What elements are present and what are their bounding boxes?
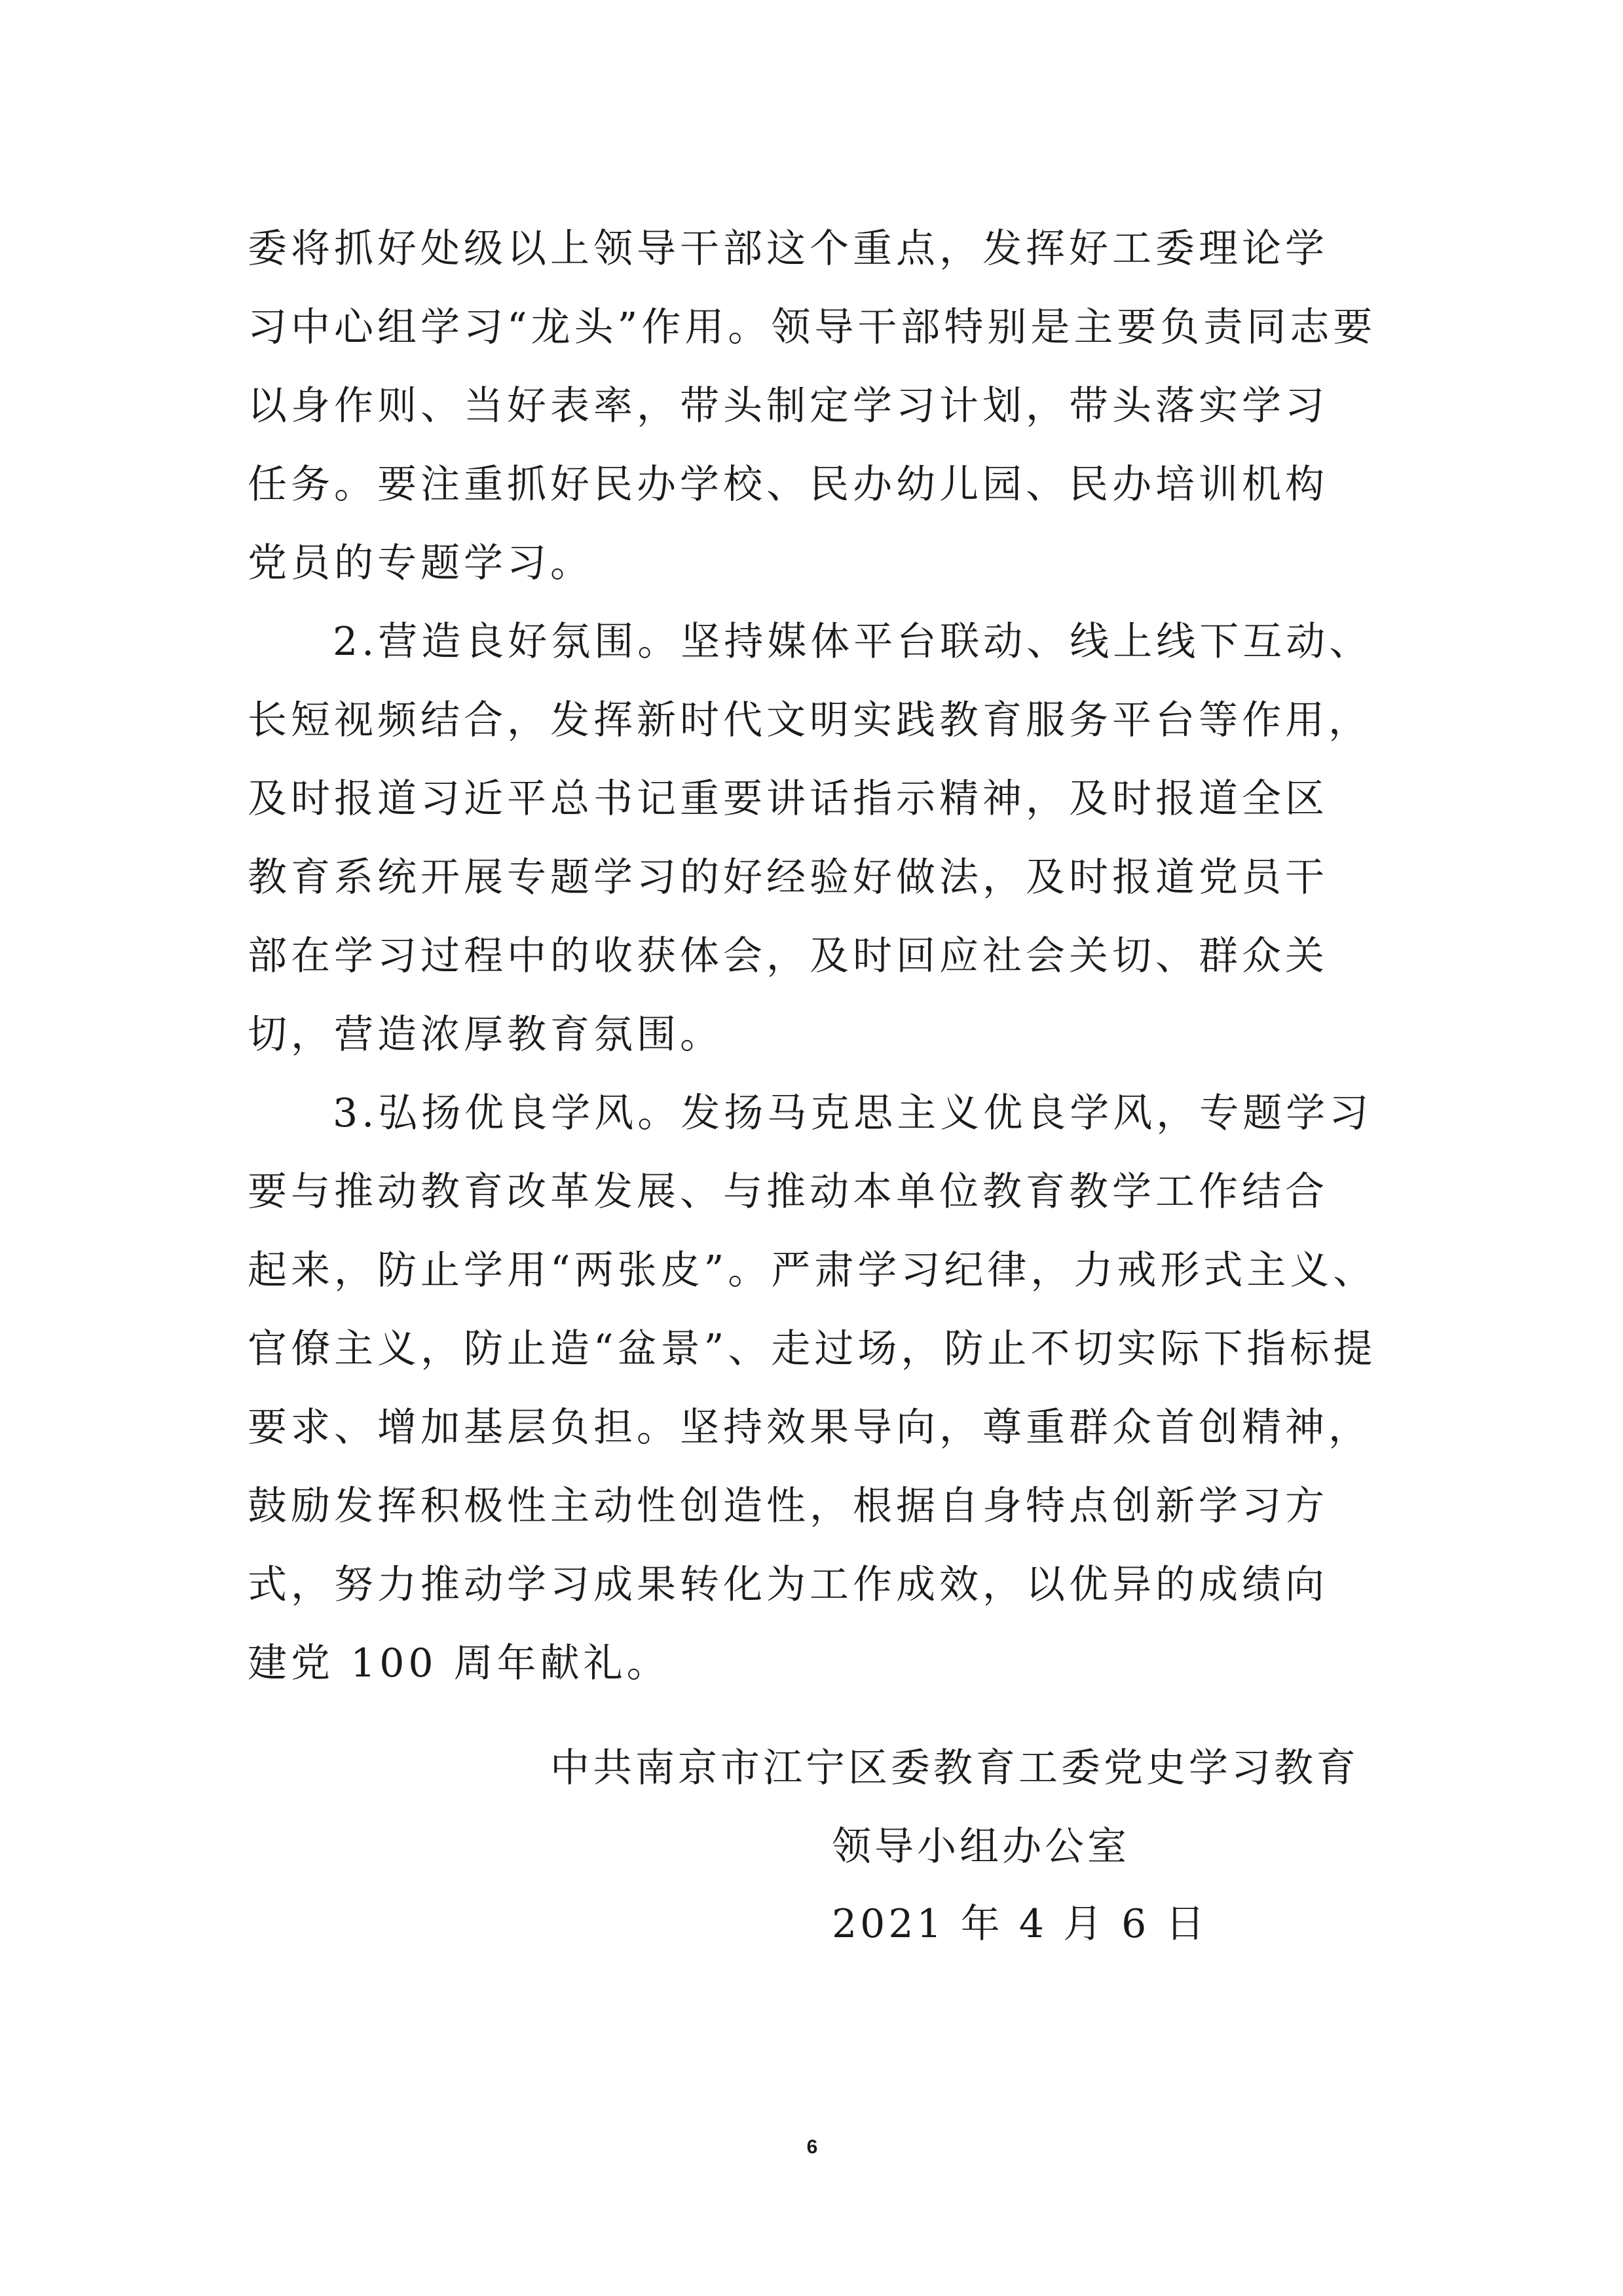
section3-first-line-text: 。发扬马克思主义优良学风，专题学习 <box>637 1090 1373 1136</box>
text-line: 式，努力推动学习成果转化为工作成效，以优异的成绩向 <box>248 1562 1328 1608</box>
text-line: 建党 100 周年献礼。 <box>248 1640 670 1686</box>
signature-office: 领导小组办公室 <box>832 1824 1130 1870</box>
text-line: 鼓励发挥积极性主动性创造性，根据自身特点创新学习方 <box>248 1483 1328 1529</box>
text-line: 及时报道习近平总书记重要讲话指示精神，及时报道全区 <box>248 776 1328 822</box>
text-line: 任务。要注重抓好民办学校、民办幼儿园、民办培训机构 <box>248 462 1328 508</box>
page-number: 6 <box>806 2136 818 2158</box>
section3-heading: 3.弘扬优良学风 <box>333 1090 638 1136</box>
text-line: 切，营造浓厚教育氛围。 <box>248 1012 723 1058</box>
text-line: 党员的专题学习。 <box>248 540 593 586</box>
text-line: 教育系统开展专题学习的好经验好做法，及时报道党员干 <box>248 855 1328 900</box>
text-line: 习中心组学习“龙头”作用。领导干部特别是主要负责同志要 <box>248 305 1377 350</box>
section2-first-line <box>248 602 1400 681</box>
text-line: 官僚主义，防止造“盆景”、走过场，防止不切实际下指标提 <box>248 1326 1377 1372</box>
section2-first-line-text: 。坚持媒体平台联动、线上线下互动、 <box>637 619 1373 665</box>
section3-first-line <box>248 1074 1400 1153</box>
signature-organization: 中共南京市江宁区委教育工委党史学习教育 <box>550 1745 1359 1791</box>
document-body <box>248 210 1400 1703</box>
text-line: 以身作则、当好表率，带头制定学习计划，带头落实学习 <box>248 383 1328 429</box>
section2-heading: 2.营造良好氛围 <box>333 619 638 665</box>
text-line: 要与推动教育改革发展、与推动本单位教育教学工作结合 <box>248 1169 1328 1215</box>
text-line: 起来，防止学用“两张皮”。严肃学习纪律，力戒形式主义、 <box>248 1248 1377 1293</box>
text-line: 部在学习过程中的收获体会，及时回应社会关切、群众关 <box>248 933 1328 979</box>
text-line: 长短视频结合，发挥新时代文明实践教育服务平台等作用， <box>248 697 1371 743</box>
text-line: 要求、增加基层负担。坚持效果导向，尊重群众首创精神， <box>248 1405 1371 1451</box>
signature-date: 2021 年 4 月 6 日 <box>832 1901 1208 1947</box>
text-line: 委将抓好处级以上领导干部这个重点，发挥好工委理论学 <box>248 226 1328 272</box>
